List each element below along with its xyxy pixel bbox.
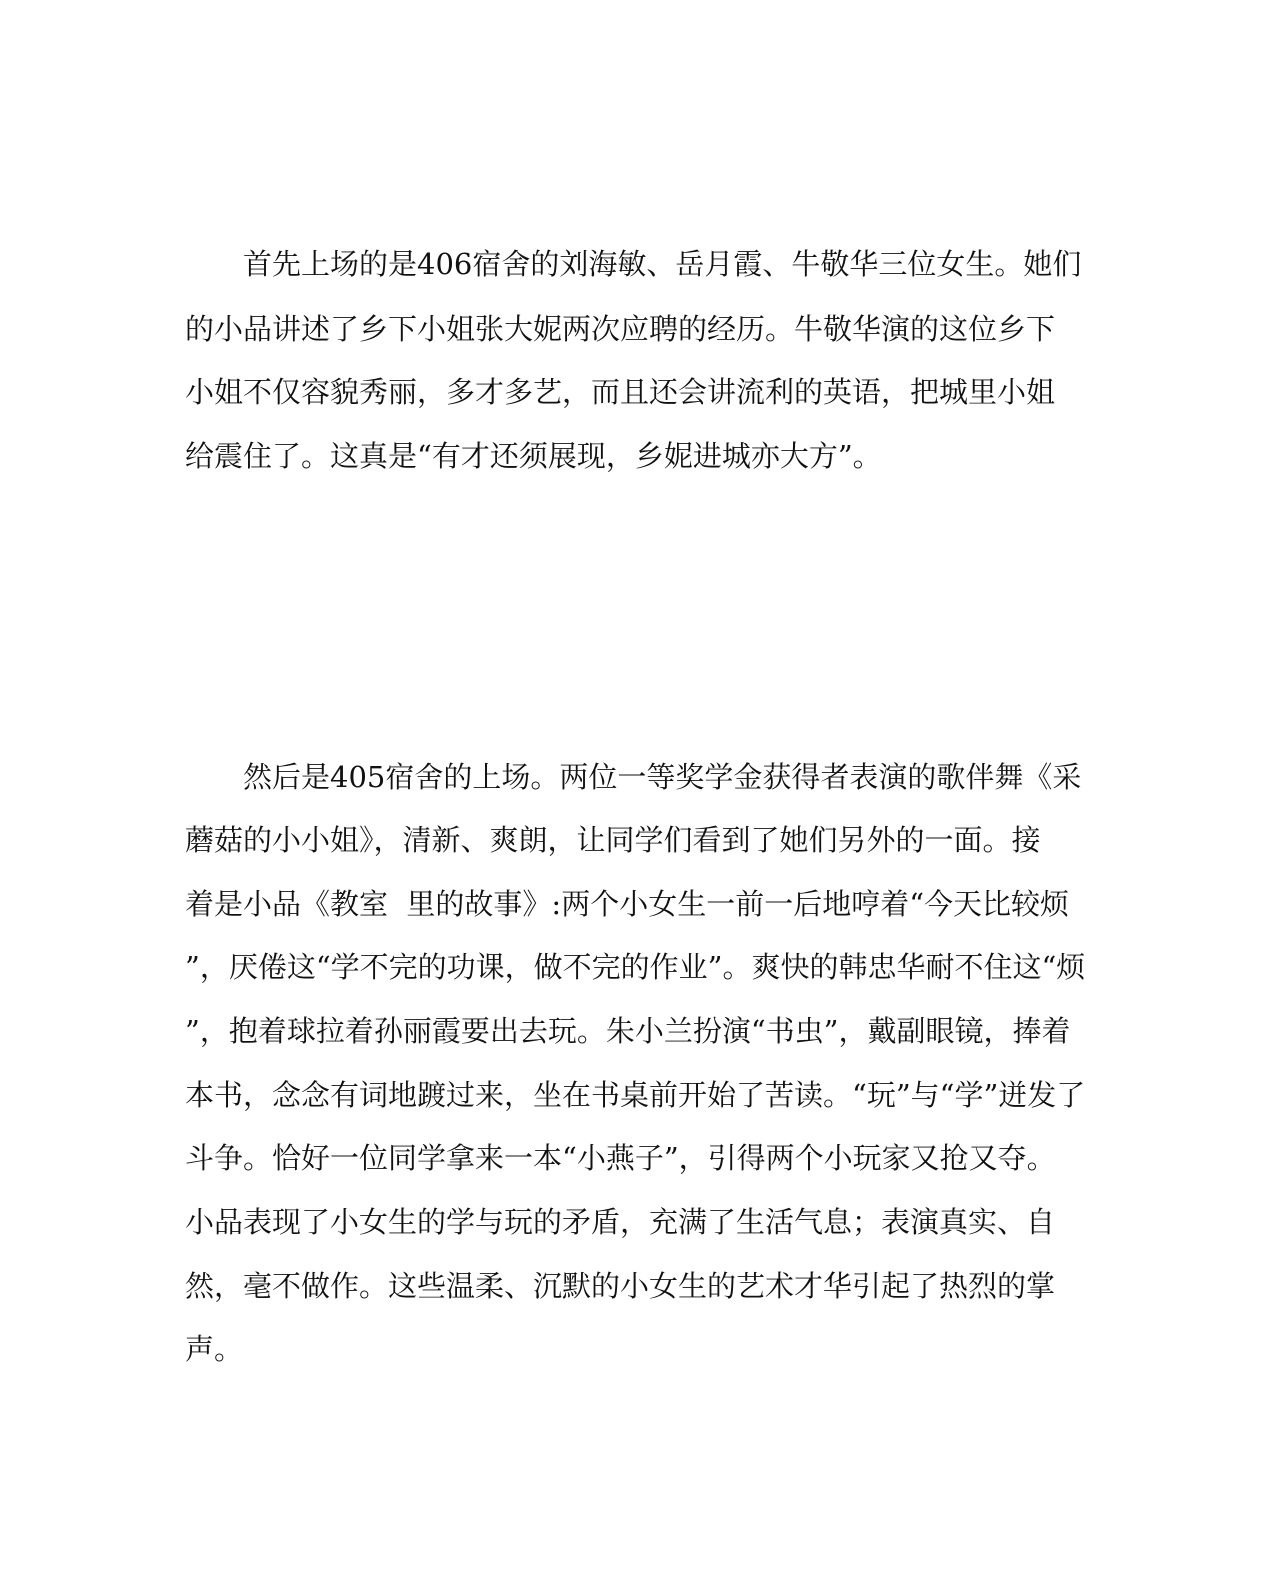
line-text: 然后是405宿舍的上场。两位一等奖学金获得者表演的歌伴舞《采 <box>243 760 1082 794</box>
line-text: 给震住了。这真是“有才还须展现，乡妮进城亦大方”。 <box>185 439 882 473</box>
line-text: 小品表现了小女生的学与玩的矛盾，充满了生活气息；表演真实、自 <box>185 1205 1056 1239</box>
line-text: 小姐不仅容貌秀丽，多才多艺，而且还会讲流利的英语，把城里小姐 <box>185 375 1056 409</box>
line-text: 的小品讲述了乡下小姐张大妮两次应聘的经历。牛敬华演的这位乡下 <box>185 312 1056 346</box>
line-text: ”，抱着球拉着孙丽霞要出去玩。朱小兰扮演“书虫”，戴副眼镜，捧着 <box>185 1014 1071 1048</box>
line-text: 斗争。恰好一位同学拿来一本“小燕子”，引得两个小玩家又抢又夺。 <box>185 1141 1056 1175</box>
line-text: 着是小品《教室 里的故事》:两个小女生一前一后地哼着“今天比较烦 <box>185 887 1070 921</box>
paragraph-line <box>0 356 1275 476</box>
line-text: 首先上场的是406宿舍的刘海敏、岳月霞、牛敬华三位女生。她们 <box>243 247 1082 281</box>
line-text: 声。 <box>185 1332 244 1366</box>
line-text: 然，毫不做作。这些温柔、沉默的小女生的艺术才华引起了热烈的掌 <box>185 1269 1056 1303</box>
paragraph-line <box>0 1249 1275 1369</box>
line-text: 蘑菇的小小姐》，清新、爽朗，让同学们看到了她们另外的一面。接 <box>185 823 1041 857</box>
line-text: ”，厌倦这“学不完的功课，做不完的作业”。爽快的韩忠华耐不住这“烦 <box>185 950 1086 984</box>
line-text: 本书，念念有词地踱过来，坐在书桌前开始了苦读。“玩”与“学”迸发了 <box>185 1078 1086 1112</box>
